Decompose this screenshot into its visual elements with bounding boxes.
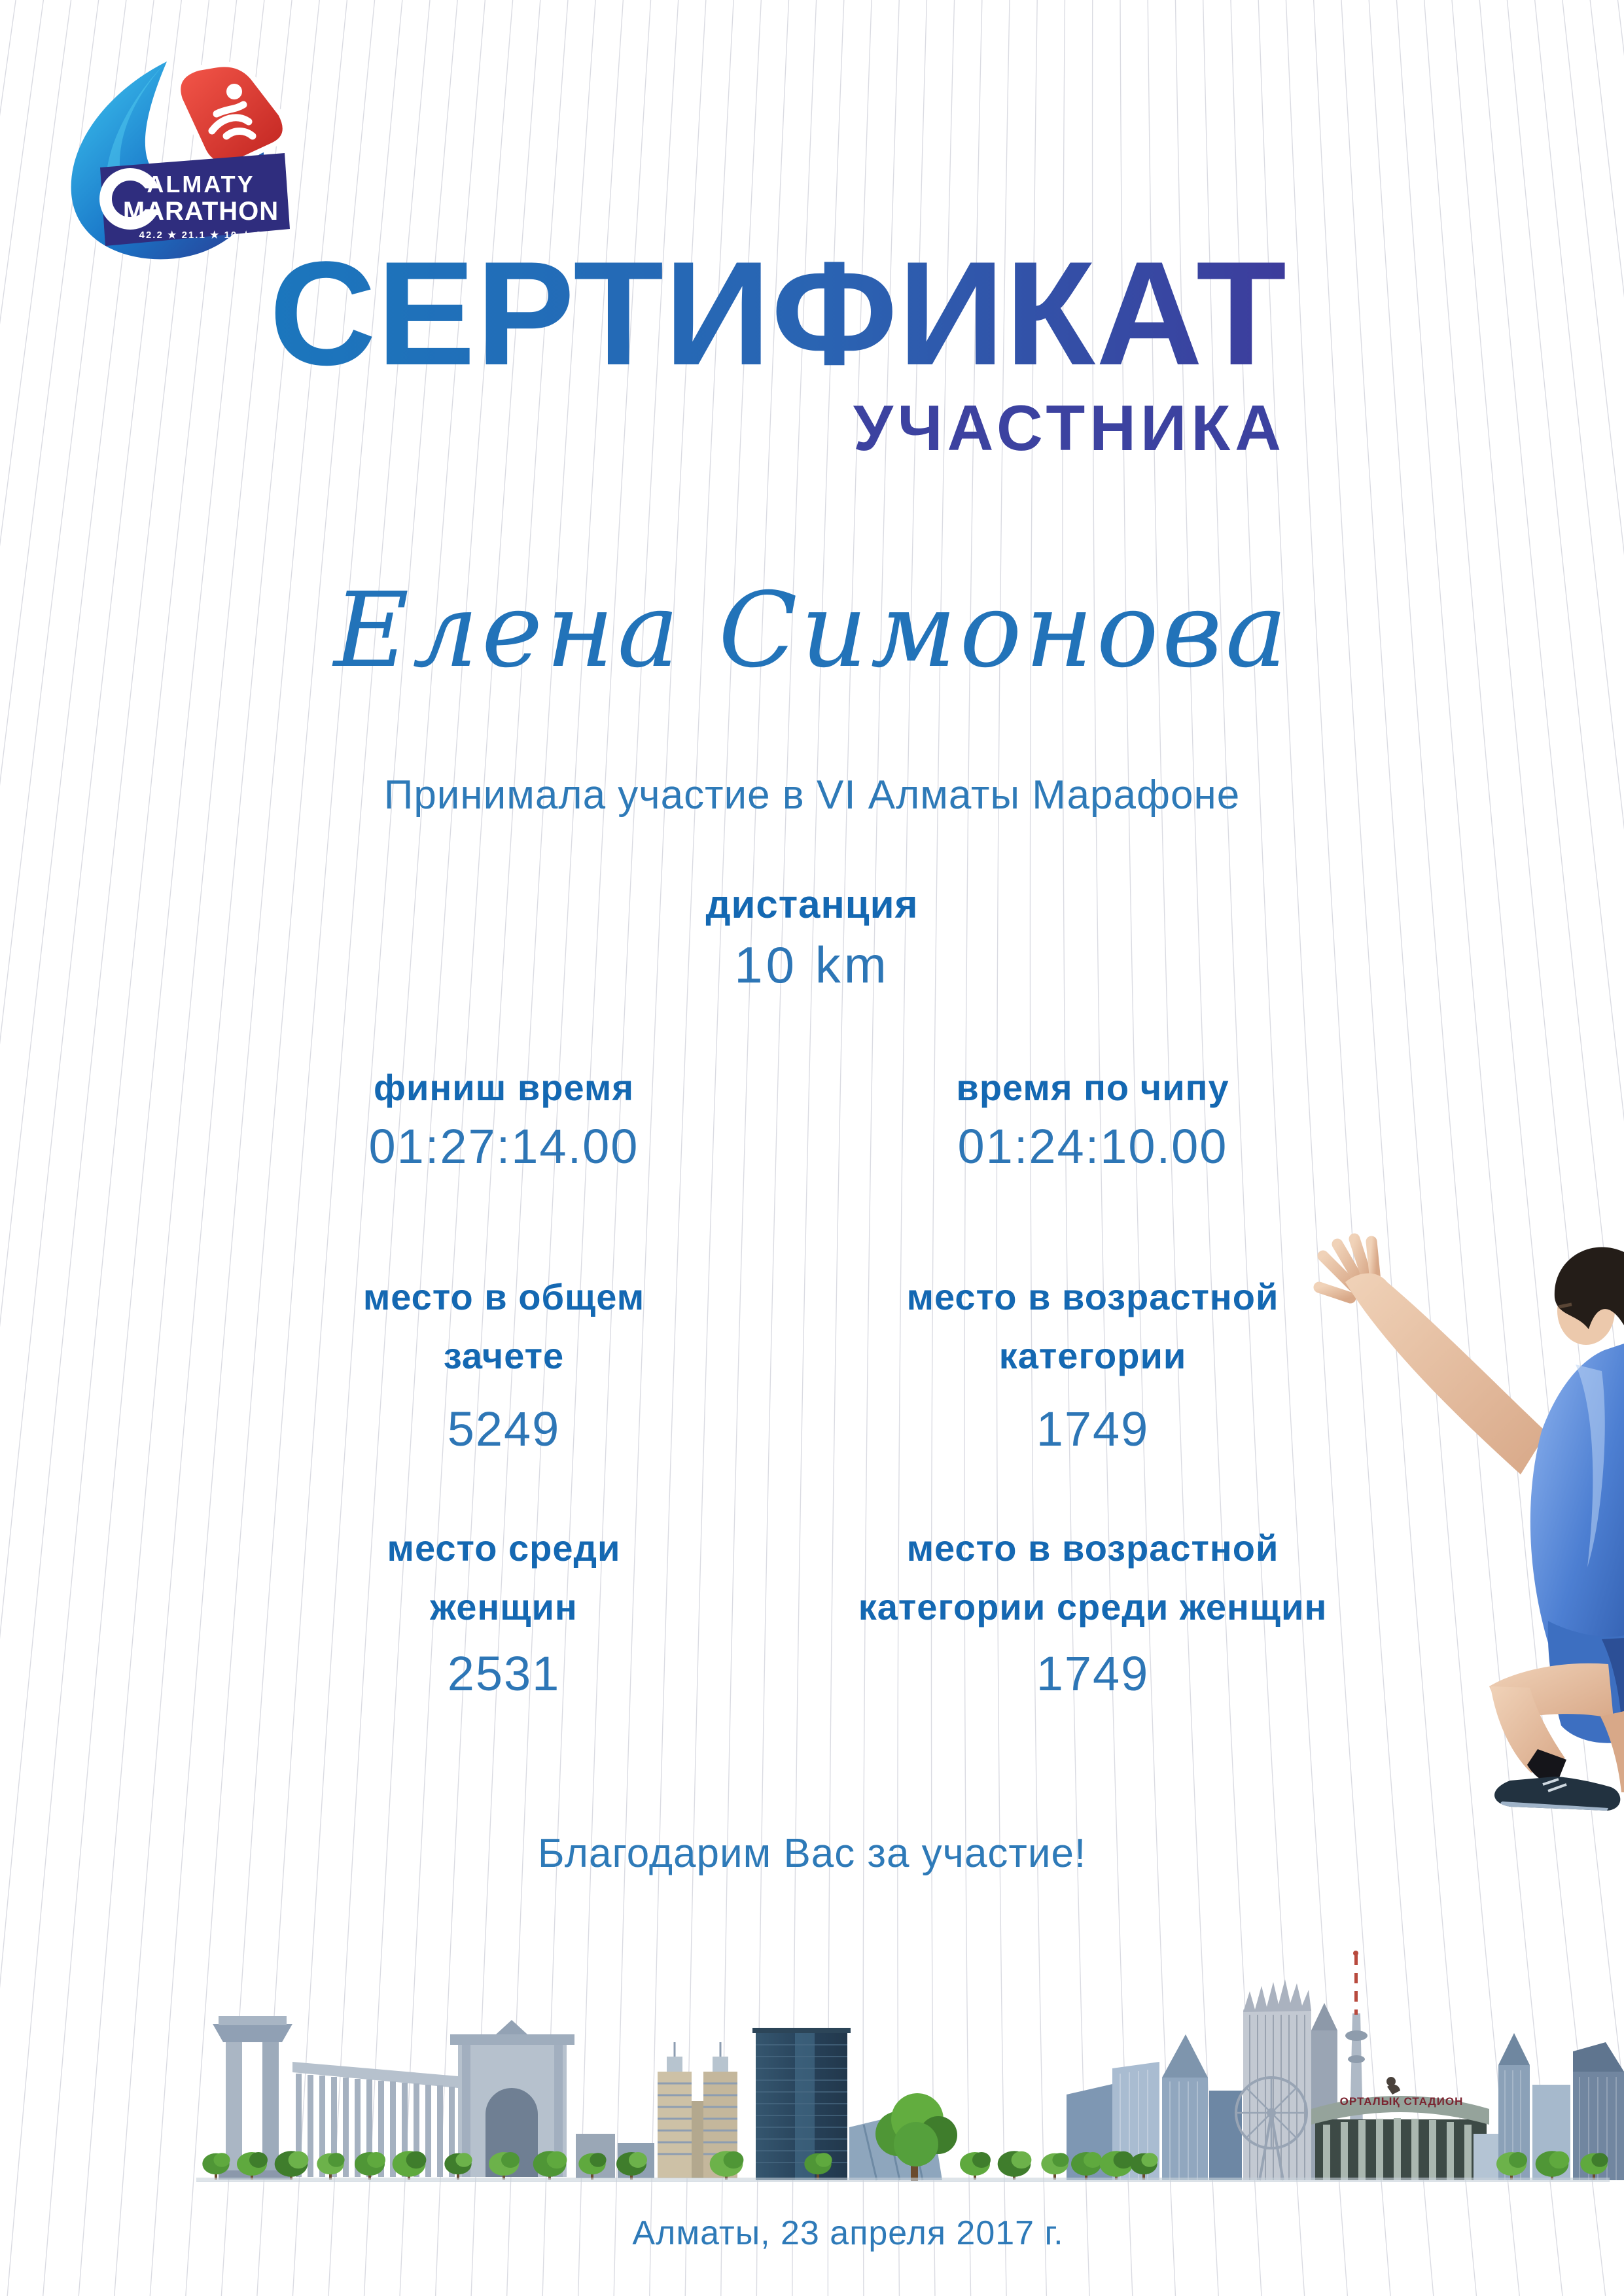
certificate-subtitle: УЧАСТНИКА (853, 392, 1286, 464)
participation-line: Принимала участие в VI Алматы Марафоне (383, 773, 1241, 818)
chip-time-value: 01:24:10.00 (957, 1119, 1228, 1174)
runner-back-leg (1600, 1711, 1624, 1792)
age-category-place-value: 1749 (1036, 1402, 1150, 1456)
women-place-value: 2531 (447, 1646, 561, 1701)
thanks-line: Благодарим Вас за участие! (537, 1831, 1087, 1876)
logo-banner (99, 153, 290, 246)
runner-head (1555, 1247, 1624, 1345)
certificate-title: СЕРТИФИКАТ (269, 230, 1287, 396)
logo-text-marathon: MARATHON (122, 197, 279, 226)
women-place-label: место среди женщин (387, 1527, 621, 1627)
finish-time-value: 01:27:14.00 (368, 1119, 639, 1174)
logo-runner-badge (178, 64, 285, 164)
logo-text-distances: 42.2 ★ 21.1 ★ 10 ★ 3 (139, 230, 263, 241)
central-stadium (1311, 2077, 1489, 2180)
runner-shirt (1530, 1344, 1624, 1654)
finish-time-label: финиш время (373, 1067, 635, 1108)
age-category-women-place-label: место в возрастной категории среди женщин (858, 1527, 1328, 1627)
participant-name: Елена Симонова (333, 570, 1291, 691)
colonnade-monument (213, 2016, 574, 2180)
chip-time-label: время по чипу (956, 1067, 1229, 1108)
distance-label: дистанция (705, 882, 919, 926)
logo-text-almaty: ALMATY (147, 171, 255, 198)
overall-place-label: место в общем зачете (362, 1276, 645, 1376)
place-date-line: Алматы, 23 апреля 2017 г. (632, 2214, 1064, 2252)
age-category-women-place-value: 1749 (1036, 1646, 1150, 1701)
almaty-marathon-logo (62, 58, 290, 262)
stadium-sign-text: ОРТАЛЫҚ СТАДИОН (1339, 2095, 1464, 2108)
distance-value: 10 km (734, 936, 890, 994)
age-category-place-label: место в возрастной категории (906, 1276, 1279, 1376)
overall-place-value: 5249 (447, 1402, 561, 1456)
